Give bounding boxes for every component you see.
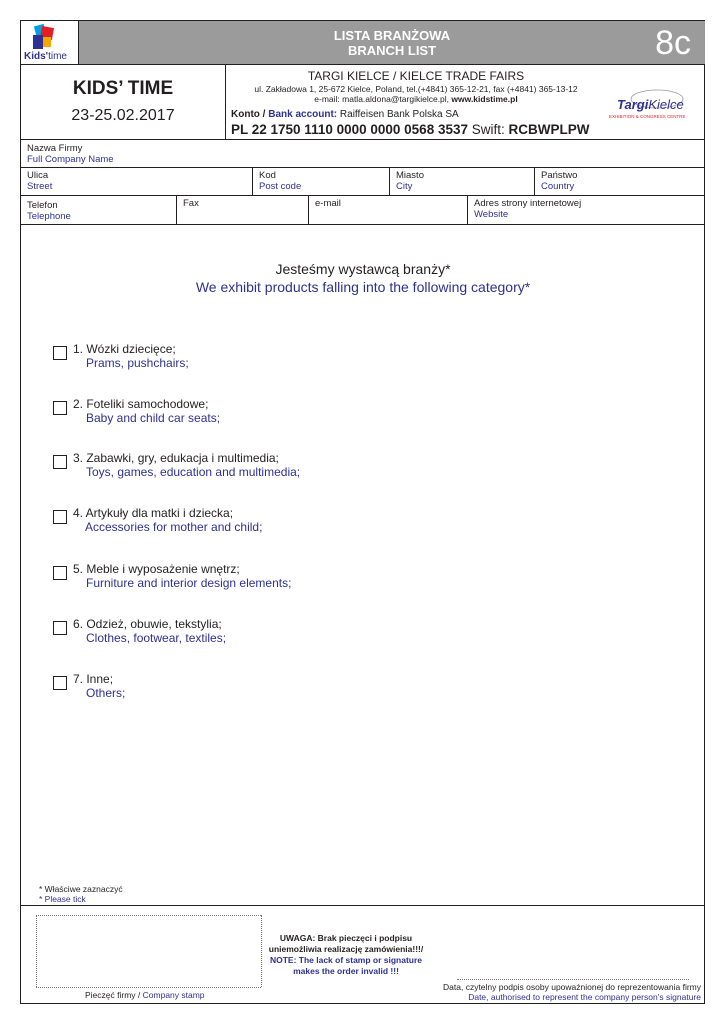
city-label-pl: Miasto: [396, 170, 424, 181]
logo-subtitle: EXHIBITION & CONGRESS CENTRE: [609, 114, 686, 119]
warn-en-line1: NOTE: The lack of stamp or signature: [269, 955, 423, 965]
tick-note-en: * Please tick: [39, 894, 86, 904]
category-checkbox[interactable]: [53, 621, 67, 635]
stamp-area-bottom[interactable]: [36, 987, 261, 988]
phone-label-pl: Telefon: [27, 200, 58, 211]
organizer-box: [226, 65, 705, 140]
signature-label-pl: Data, czytelny podpis osoby upoważnionej do reprezentowania firmy: [443, 982, 701, 992]
logo-text-kids: Kids': [24, 51, 49, 62]
category-label-pl: 7. Inne;: [73, 672, 114, 686]
city-label-en: City: [396, 181, 413, 192]
title-en: BRANCH LIST: [347, 43, 437, 58]
category-label-en: Accessories for mother and child;: [85, 520, 263, 534]
website-label-pl: Adres strony internetowej: [474, 198, 582, 209]
logo-kielce: Kielce: [648, 97, 684, 112]
postcode-field[interactable]: [253, 168, 390, 195]
iban: PL 22 1750 1110 0000 0000 0568 3537: [231, 122, 468, 137]
postcode-label-pl: Kod: [259, 170, 276, 181]
category-checkbox[interactable]: [53, 510, 67, 524]
category-checkbox[interactable]: [53, 455, 67, 469]
bank-name: Raiffeisen Bank Polska SA: [339, 109, 459, 120]
event-name: KIDS’ TIME: [72, 78, 174, 99]
fax-label: Fax: [183, 198, 199, 209]
kids-time-logo: [21, 21, 79, 65]
country-field[interactable]: [535, 168, 705, 195]
targi-kielce-logo: [609, 87, 699, 121]
category-checkbox[interactable]: [53, 401, 67, 415]
bank-account-line: [231, 109, 459, 120]
stamp-label: [85, 990, 205, 1000]
category-label-pl: 3. Zabawki, gry, edukacja i multimedia;: [73, 451, 279, 465]
header-bar: [79, 21, 705, 65]
category-label-pl: 5. Meble i wyposażenie wnętrz;: [73, 562, 240, 576]
logo-targi: Targi: [617, 97, 649, 112]
warn-pl-line2: uniemożliwia realizację zamówienia!!!/: [268, 944, 424, 954]
logo-text-time: time: [48, 51, 67, 62]
swift-code: RCBWPLPW: [508, 122, 590, 137]
heading-pl: Jesteśmy wystawcą branży*: [275, 261, 451, 277]
iban-line: [231, 122, 590, 137]
company-name-field[interactable]: [21, 141, 705, 168]
category-label-pl: 1. Wózki dziecięce;: [73, 342, 176, 356]
email-text: e-mail: matla.aldona@targikielce.pl,: [314, 94, 450, 104]
website-field[interactable]: [468, 196, 705, 224]
street-field[interactable]: [21, 168, 253, 195]
category-label-en: Prams, pushchairs;: [86, 356, 189, 370]
category-label-pl: 4. Artykuły dla matki i dziecka;: [73, 506, 234, 520]
category-label-en: Toys, games, education and multimedia;: [86, 465, 301, 479]
street-label-en: Street: [27, 181, 53, 192]
signature-label-en: Date, authorised to represent the company person’s signature: [468, 992, 701, 1002]
tick-note-pl: * Właściwe zaznaczyć: [39, 884, 123, 894]
swift-label: Swift:: [471, 122, 505, 137]
category-label-en: Others;: [86, 686, 126, 700]
street-label-pl: Ulica: [27, 170, 49, 181]
stamp-label-pl: Pieczęć firmy /: [85, 990, 141, 1000]
heading-en: We exhibit products falling into the following category*: [195, 279, 531, 295]
event-dates: 23-25.02.2017: [71, 107, 175, 124]
email-label: e-mail: [315, 198, 341, 209]
fax-field[interactable]: [177, 196, 309, 224]
konto-label-en: Bank account:: [268, 109, 338, 120]
event-box: [21, 65, 226, 140]
website-link[interactable]: www.kidstime.pl: [451, 94, 518, 104]
organizer-name: TARGI KIELCE / KIELCE TRADE FAIRS: [307, 69, 525, 83]
category-checkbox[interactable]: [53, 676, 67, 690]
organizer-address: [226, 84, 606, 104]
footer-divider: [21, 905, 705, 906]
warn-en-line2: makes the order invalid !!!: [293, 966, 399, 976]
contact-row: [21, 196, 705, 225]
website-label-en: Website: [474, 209, 509, 220]
signature-label: [443, 982, 701, 1002]
form-frame: [20, 20, 705, 1004]
category-checkbox[interactable]: [53, 566, 67, 580]
konto-label-pl: Konto /: [231, 109, 266, 120]
email-line: [226, 94, 606, 104]
signature-line[interactable]: [457, 979, 689, 980]
phone-label-en: Telephone: [27, 211, 71, 222]
stamp-area-left: [36, 915, 37, 987]
category-label-en: Baby and child car seats;: [86, 411, 221, 425]
country-label-pl: Państwo: [541, 170, 578, 181]
category-label-en: Furniture and interior design elements;: [86, 576, 292, 590]
city-field[interactable]: [390, 168, 535, 195]
category-label-en: Clothes, footwear, textiles;: [86, 631, 227, 645]
category-label-pl: 2. Foteliki samochodowe;: [73, 397, 209, 411]
phone-field[interactable]: [21, 196, 177, 224]
category-checkbox[interactable]: [53, 346, 67, 360]
country-label-en: Country: [541, 181, 575, 192]
stamp-label-en: Company stamp: [142, 990, 205, 1000]
email-field[interactable]: [309, 196, 468, 224]
address-row: [21, 168, 705, 196]
title-pl: LISTA BRANŻOWA: [333, 28, 451, 43]
address-line: ul. Zakładowa 1, 25-672 Kielce, Poland, tel.(+4841) 365-12-21, fax (+4841) 365-13-12: [254, 84, 578, 94]
category-label-pl: 6. Odzież, obuwie, tekstylia;: [73, 617, 222, 631]
company-label-pl: Nazwa Firmy: [27, 143, 83, 154]
form-code: 8c: [655, 24, 691, 62]
stamp-area-top: [36, 915, 261, 916]
warn-pl-line1: UWAGA: Brak pieczęci i podpisu: [279, 933, 413, 943]
company-label-en: Full Company Name: [27, 154, 114, 165]
postcode-label-en: Post code: [259, 181, 302, 192]
warning-note: [261, 933, 431, 977]
